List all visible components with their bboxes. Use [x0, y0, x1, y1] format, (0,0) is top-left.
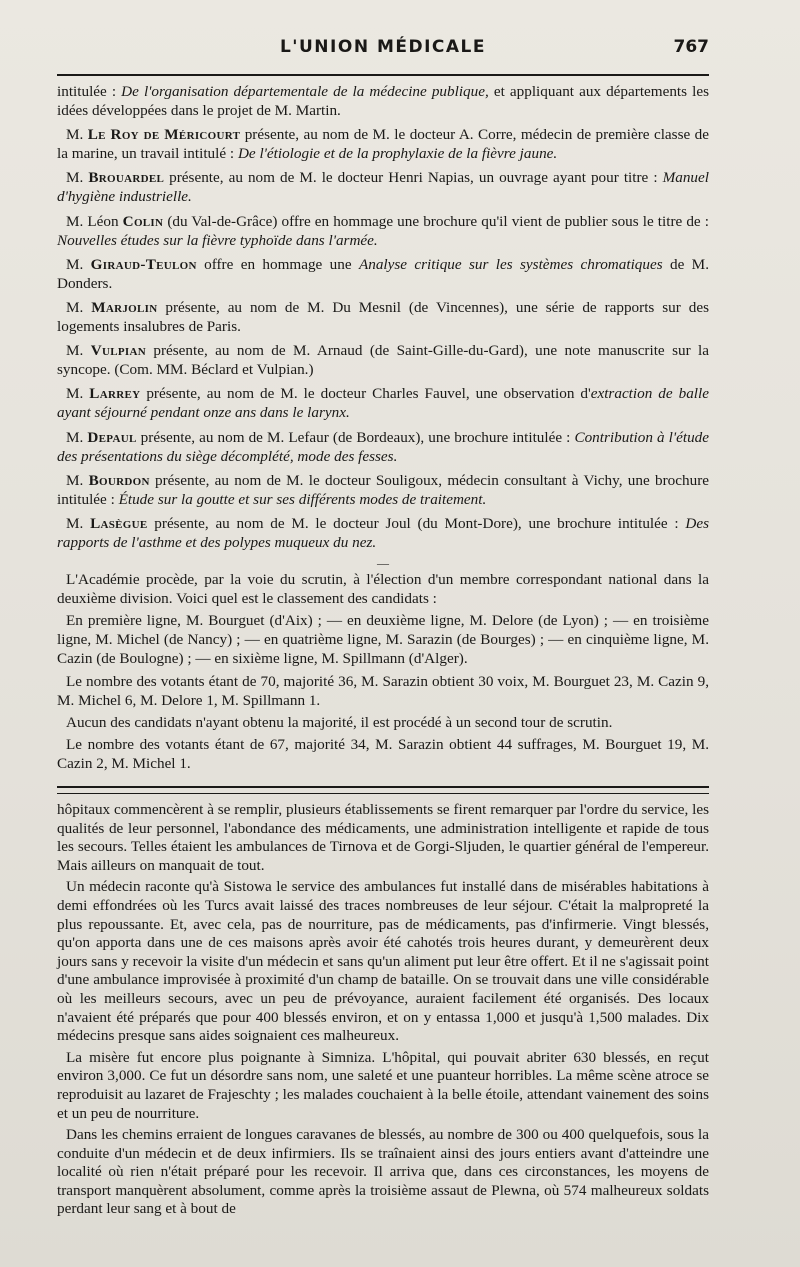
paragraph-second-ballot: Le nombre des votants étant de 67, majorité 34, M. Sarazin obtient 44 suffrages, M. Bourguet 19, M. Cazin 2, M. Michel 1.	[57, 735, 709, 772]
paragraph-marjolin: M. Marjolin présente, au nom de M. Du Mesnil (de Vincennes), une série de rapports sur des logements insalubres de Paris.	[57, 298, 709, 336]
feuilleton-article	[57, 801, 709, 1222]
paragraph-vulpian: M. Vulpian présente, au nom de M. Arnaud (de Saint-Gille-du-Gard), une note manuscrite sur la syncope. (Com. MM. Béclard et Vulpian.)	[57, 342, 709, 379]
paragraph-election-intro: L'Académie procède, par la voie du scrutin, à l'élection d'un membre correspondant national dans la deuxième division. Voici quel est le classement des candidats :	[57, 571, 709, 608]
paragraph-giraud-teulon: M. Giraud-Teulon offre en hommage une Analyse critique sur les systèmes chromatiques de M. Donders.	[57, 255, 709, 292]
paragraph-larrey: M. Larrey présente, au nom de M. le docteur Charles Fauvel, une observation d'extraction de balle ayant séjourné pendant onze ans dans le larynx.	[57, 385, 709, 422]
header-rule	[57, 74, 709, 76]
page-number: 767	[673, 37, 709, 57]
paragraph-depaul: M. Depaul présente, au nom de M. Lefaur (de Bordeaux), une brochure intitulée : Contribution à l'étude des présentations du siège décomplété, mode des fesses.	[57, 428, 709, 465]
election-results	[57, 570, 709, 773]
paragraph-caravans: Dans les chemins erraient de longues caravanes de blessés, au nombre de 300 ou 400 quelquefois, sous la conduite d'un médecin et de deux infirmiers. Ils se traînaient ainsi des jours entiers avant d'atteindre une localité où rien n'était préparé pour les recevoir. Il arriva que, dans ces circonstances, les moyens de transport manquèrent absolument, comme après la troisième assaut de Plewna, où 574 malheureux soldats perdant leur sang et à bout de	[57, 1126, 709, 1218]
section-double-rule	[57, 786, 709, 794]
paragraph-brouardel: M. Brouardel présente, au nom de M. le docteur Henri Napias, un ouvrage ayant pour titre : Manuel d'hygiène industrielle.	[57, 169, 709, 206]
paragraph-le-roy-de-mericourt: M. Le Roy de Méricourt présente, au nom de M. le docteur A. Corre, médecin de première classe de la marine, un travail intitulé : De l'étiologie et de la prophylaxie de la fièvre jaune.	[57, 126, 709, 163]
paragraph-colin: M. Léon Colin (du Val-de-Grâce) offre en hommage une brochure qu'il vient de publier sous le titre de : Nouvelles études sur la fièvre typhoïde dans l'armée.	[57, 212, 709, 249]
section-separator: —	[377, 556, 389, 571]
paragraph-lasegue: M. Lasègue présente, au nom de M. le docteur Joul (du Mont-Dore), une brochure intitulée : Des rapports de l'asthme et des polypes muqueux du nez.	[57, 514, 709, 551]
paragraph-candidate-ranking: En première ligne, M. Bourguet (d'Aix) ; — en deuxième ligne, M. Delore (de Lyon) ; — en troisième ligne, M. Michel (de Nancy) ; — en quatrième ligne, M. Sarazin (de Bourges) ; — en cinquième ligne, M. Cazin (de Boulogne) ; — en sixième ligne, M. Spillmann (d'Alger).	[57, 612, 709, 668]
paragraph-first-ballot: Le nombre des votants étant de 70, majorité 36, M. Sarazin obtient 30 voix, M. Bourguet 23, M. Cazin 9, M. Michel 6, M. Delore 1, M. Spillmann 1.	[57, 672, 709, 709]
paragraph-bourdon: M. Bourdon présente, au nom de M. le docteur Souligoux, médecin consultant à Vichy, une brochure intitulée : Étude sur la goutte et sur ses différents modes de traitement.	[57, 471, 709, 508]
academy-proceedings	[57, 82, 709, 776]
paragraph-no-majority: Aucun des candidats n'ayant obtenu la majorité, il est procédé à un second tour de scrutin.	[66, 713, 613, 731]
paragraph-hospitals: hôpitaux commencèrent à se remplir, plusieurs établissements se firent remarquer par l'ordre du service, les qualités de leur personnel, l'abondance des médicaments, une administration intelligente et rapide de tous les secours. Telles étaient les ambulances de Tirnova et de Gorgi-Sljuden, le quartier général de l'empereur. Mais ailleurs on manquait de tout.	[57, 801, 709, 874]
paragraph-sistowa: Un médecin raconte qu'à Sistowa le service des ambulances fut installé dans de misérables habitations à demi effondrées où les Turcs avait laissé des traces nombreuses de leur séjour. C'était la malpropreté la plus repoussante. Et, avec cela, pas de nourriture, pas de médicaments, pas d'infirmerie. Vingt blessés, qu'on apporta dans une de ces maisons après avoir été cahotés trois heures durant, y demeurèrent deux jours sans y recevoir la visite d'un médecin et sans qu'un aliment put leur être offert. Et il ne s'agissait point d'une ambulance improvisée à proximité d'un champ de bataille. On se trouvait dans une ville considérable où les meilleurs secours, avec un peu de prévoyance, auraient facilement été organisés. Des locaux n'avaient été préparés que pour 400 blessés environ, et on y entassa 1,000 et jusqu'à 1,500 malades. Dix médecins presque sans aides soignaient ces malheureux.	[57, 878, 709, 1045]
paragraph-napias-continued: intitulée : De l'organisation départementale de la médecine publique, et appliquant aux départements les idées développées dans le projet de M. Martin.	[57, 83, 710, 120]
running-title: L'UNION MÉDICALE	[279, 37, 487, 57]
paragraph-simniza: La misère fut encore plus poignante à Simniza. L'hôpital, qui pouvait abriter 630 blessés, en reçut environ 3,000. Ce fut un désordre sans nom, une saleté et une puanteur horribles. La même scène atroce se reproduisit au lazaret de Frajeschty ; les malades couchaient à la belle étoile, attendant vainement des soins et un peu de nourriture.	[57, 1048, 709, 1122]
page-header	[57, 37, 709, 67]
